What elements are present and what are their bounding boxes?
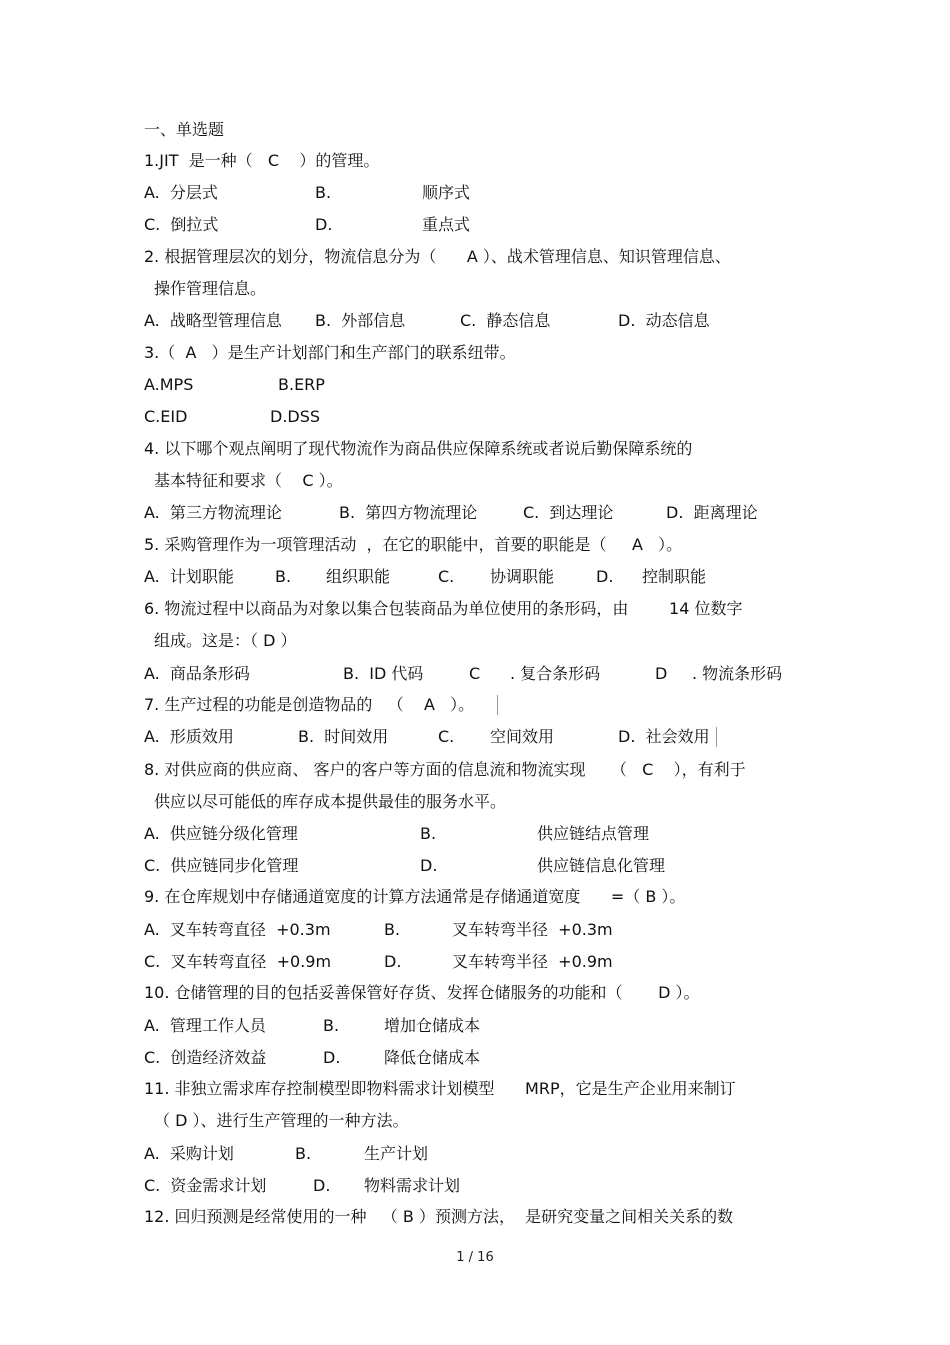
option-text: B. 第四方物流理论 — [339, 503, 478, 522]
text-cursor-mark — [497, 695, 498, 715]
option-text: 物料需求计划 — [364, 1176, 461, 1195]
option-text: 叉车转弯半径 +0.3m — [452, 920, 613, 939]
option-text: C. 创造经济效益 — [144, 1048, 267, 1067]
option-text: B.ERP — [278, 375, 325, 394]
option-text: 控制职能 — [642, 567, 707, 586]
question-line: 7. 生产过程的功能是创造物品的 （ A ）。 — [144, 695, 475, 714]
option-text: D. — [596, 567, 614, 586]
option-text: D. — [420, 856, 438, 875]
option-text: C. — [438, 567, 455, 586]
option-text: C. 到达理论 — [523, 503, 614, 522]
option-text: D — [655, 664, 668, 683]
option-text: 叉车转弯半径 +0.9m — [452, 952, 613, 971]
option-text: C — [469, 664, 481, 683]
option-text: A. 战略型管理信息 — [144, 311, 282, 330]
option-text: C. — [438, 727, 455, 746]
option-text: 重点式 — [422, 215, 471, 234]
option-text: 生产计划 — [364, 1144, 429, 1163]
question-line: 4. 以下哪个观点阐明了现代物流作为商品供应保障系统或者说后勤保障系统的 — [144, 439, 693, 458]
question-line: 2. 根据管理层次的划分，物流信息分为（ A ）、战术管理信息、知识管理信息、 — [144, 247, 731, 266]
option-text: B. — [384, 920, 401, 939]
option-text: D. 动态信息 — [618, 311, 710, 330]
option-text: B. — [315, 183, 332, 202]
question-line: 6. 物流过程中以商品为对象以集合包装商品为单位使用的条形码，由 14 位数字 — [144, 599, 743, 618]
question-line: 11. 非独立需求库存控制模型即物料需求计划模型 MRP，它是生产企业用来制订 — [144, 1079, 736, 1098]
question-line: 组成。这是：（ D ） — [154, 631, 297, 650]
option-text: A. 商品条形码 — [144, 664, 250, 683]
option-text: A.MPS — [144, 375, 194, 394]
option-text: 协调职能 — [490, 567, 555, 586]
option-text: 顺序式 — [422, 183, 471, 202]
question-line: 1.JIT 是一种（ C ）的管理。 — [144, 151, 380, 170]
option-text: D. — [315, 215, 333, 234]
option-text: A. 管理工作人员 — [144, 1016, 266, 1035]
option-text: 增加仓储成本 — [384, 1016, 481, 1035]
question-line: 8. 对供应商的供应商、 客户的客户等方面的信息流和物流实现 （ C ），有利于 — [144, 760, 746, 779]
question-line: 操作管理信息。 — [154, 279, 267, 298]
option-text: B. 时间效用 — [298, 727, 389, 746]
question-line: 供应以尽可能低的库存成本提供最佳的服务水平。 — [154, 792, 507, 811]
option-text: B. — [275, 567, 292, 586]
option-text: A. 采购计划 — [144, 1144, 234, 1163]
option-text: B. — [295, 1144, 312, 1163]
option-text: C. 静态信息 — [460, 311, 551, 330]
option-text: A. 形质效用 — [144, 727, 234, 746]
option-text: C. 叉车转弯直径 +0.9m — [144, 952, 332, 971]
option-text: B. — [323, 1016, 340, 1035]
option-text: C. 倒拉式 — [144, 215, 219, 234]
option-text: C.EID — [144, 407, 188, 426]
question-line: 3.（ A ）是生产计划部门和生产部门的联系纽带。 — [144, 343, 516, 362]
option-text: D. — [313, 1176, 331, 1195]
option-text: D.DSS — [270, 407, 321, 426]
option-text: 供应链信息化管理 — [537, 856, 666, 875]
option-text: D. — [323, 1048, 341, 1067]
question-line: 10. 仓储管理的目的包括妥善保管好存货、发挥仓储服务的功能和（ D ）。 — [144, 983, 700, 1002]
option-text: 降低仓储成本 — [384, 1048, 481, 1067]
option-text: . 物流条形码 — [692, 664, 783, 683]
question-line: （ D ）、进行生产管理的一种方法。 — [154, 1111, 409, 1130]
option-text: A. 叉车转弯直径 +0.3m — [144, 920, 331, 939]
option-text: 空间效用 — [490, 727, 555, 746]
question-line: 12. 回归预测是经常使用的一种 （ B ）预测方法， 是研究变量之间相关关系的数 — [144, 1207, 734, 1226]
option-text: 组织职能 — [326, 567, 391, 586]
option-text: B. ID 代码 — [343, 664, 424, 683]
option-text: A. 第三方物流理论 — [144, 503, 282, 522]
question-line: 基本特征和要求（ C ）。 — [154, 471, 343, 490]
option-text: 供应链结点管理 — [537, 824, 650, 843]
option-text: B. 外部信息 — [315, 311, 406, 330]
option-text: D. 距离理论 — [666, 503, 758, 522]
option-text: C. 资金需求计划 — [144, 1176, 267, 1195]
question-line: 5. 采购管理作为一项管理活动 ，在它的职能中，首要的职能是（ A ）。 — [144, 535, 683, 554]
option-text: D. — [384, 952, 402, 971]
text-cursor-mark — [716, 727, 717, 747]
option-text: . 复合条形码 — [510, 664, 601, 683]
option-text: A. 分层式 — [144, 183, 218, 202]
page-number: 1 / 16 — [456, 1250, 494, 1265]
section-title: 一、单选题 — [144, 120, 225, 139]
option-text: A. 供应链分级化管理 — [144, 824, 298, 843]
option-text: C. 供应链同步化管理 — [144, 856, 299, 875]
option-text: B. — [420, 824, 437, 843]
option-text: A. 计划职能 — [144, 567, 234, 586]
option-text: D. 社会效用 — [618, 727, 710, 746]
question-line: 9. 在仓库规划中存储通道宽度的计算方法通常是存储通道宽度 =（ B ）。 — [144, 887, 686, 906]
